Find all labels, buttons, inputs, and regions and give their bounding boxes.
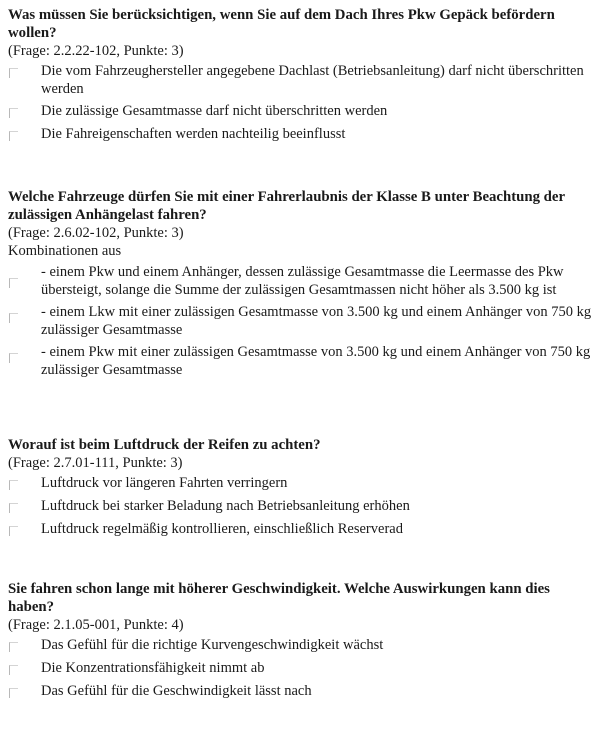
answer-option-label: Die zulässige Gesamtmasse darf nicht überschritten werden — [41, 103, 388, 119]
checkbox-icon[interactable] — [9, 278, 18, 288]
answer-option-label: - einem Lkw mit einer zulässigen Gesamtmasse von 3.500 kg und einem Anhänger von 750 kg zulässiger Gesamtmasse — [41, 304, 592, 338]
answer-option[interactable] — [8, 659, 593, 677]
checkbox-icon[interactable] — [9, 642, 18, 652]
question-title: Welche Fahrzeuge dürfen Sie mit einer Fahrerlaubnis der Klasse B unter Beachtung der zulässigen Anhängelast fahren? — [8, 189, 565, 223]
question-3 — [8, 436, 593, 538]
answer-option-label: Luftdruck regelmäßig kontrollieren, einschließlich Reserverad — [41, 521, 403, 537]
answer-option-label: Das Gefühl für die richtige Kurvengeschwindigkeit wächst — [41, 637, 384, 653]
answer-option-label: Die Fahreigenschaften werden nachteilig beeinflusst — [41, 126, 346, 142]
checkbox-icon[interactable] — [9, 526, 18, 536]
checkbox-icon[interactable] — [9, 480, 18, 490]
answer-option[interactable] — [8, 62, 593, 98]
answer-option[interactable] — [8, 125, 593, 143]
answer-option-label: Luftdruck vor längeren Fahrten verringern — [41, 475, 288, 491]
checkbox-icon[interactable] — [9, 353, 18, 363]
question-meta: (Frage: 2.7.01-111, Punkte: 3) — [8, 455, 183, 471]
checkbox-icon[interactable] — [9, 688, 18, 698]
question-title: Sie fahren schon lange mit höherer Geschwindigkeit. Welche Auswirkungen kann dies haben? — [8, 581, 550, 615]
checkbox-icon[interactable] — [9, 503, 18, 513]
answer-option-label: Die vom Fahrzeughersteller angegebene Dachlast (Betriebsanleitung) darf nicht überschritten werden — [41, 63, 584, 97]
answer-option[interactable] — [8, 497, 593, 515]
answer-option-label: - einem Pkw und einem Anhänger, dessen zulässige Gesamtmasse die Leermasse des Pkw übersteigt, solange die Summe der zulässigen Gesamtmassen nicht höher als 3.500 kg ist — [41, 264, 564, 298]
question-meta: (Frage: 2.2.22-102, Punkte: 3) — [8, 43, 184, 59]
answer-option[interactable] — [8, 303, 593, 339]
checkbox-icon[interactable] — [9, 665, 18, 675]
answer-option[interactable] — [8, 102, 593, 120]
question-intro: Kombinationen aus — [8, 243, 122, 259]
checkbox-icon[interactable] — [9, 68, 18, 78]
answer-option[interactable] — [8, 520, 593, 538]
question-title: Was müssen Sie berücksichtigen, wenn Sie auf dem Dach Ihres Pkw Gepäck befördern wollen? — [8, 7, 555, 41]
answer-option-label: - einem Pkw mit einer zulässigen Gesamtmasse von 3.500 kg und einem Anhänger von 750 kg zulässiger Gesamtmasse — [41, 344, 591, 378]
answer-option[interactable] — [8, 474, 593, 492]
answer-option[interactable] — [8, 343, 593, 379]
answer-option-label: Luftdruck bei starker Beladung nach Betriebsanleitung erhöhen — [41, 498, 410, 514]
checkbox-icon[interactable] — [9, 131, 18, 141]
question-2 — [8, 188, 593, 379]
question-1 — [8, 6, 593, 143]
question-4 — [8, 580, 593, 700]
answer-option[interactable] — [8, 682, 593, 700]
question-meta: (Frage: 2.1.05-001, Punkte: 4) — [8, 617, 184, 633]
answer-option[interactable] — [8, 263, 593, 299]
answer-option-label: Das Gefühl für die Geschwindigkeit lässt nach — [41, 683, 312, 699]
checkbox-icon[interactable] — [9, 313, 18, 323]
answer-option-label: Die Konzentrationsfähigkeit nimmt ab — [41, 660, 265, 676]
checkbox-icon[interactable] — [9, 108, 18, 118]
question-title: Worauf ist beim Luftdruck der Reifen zu achten? — [8, 437, 321, 453]
question-meta: (Frage: 2.6.02-102, Punkte: 3) — [8, 225, 184, 241]
answer-option[interactable] — [8, 636, 593, 654]
